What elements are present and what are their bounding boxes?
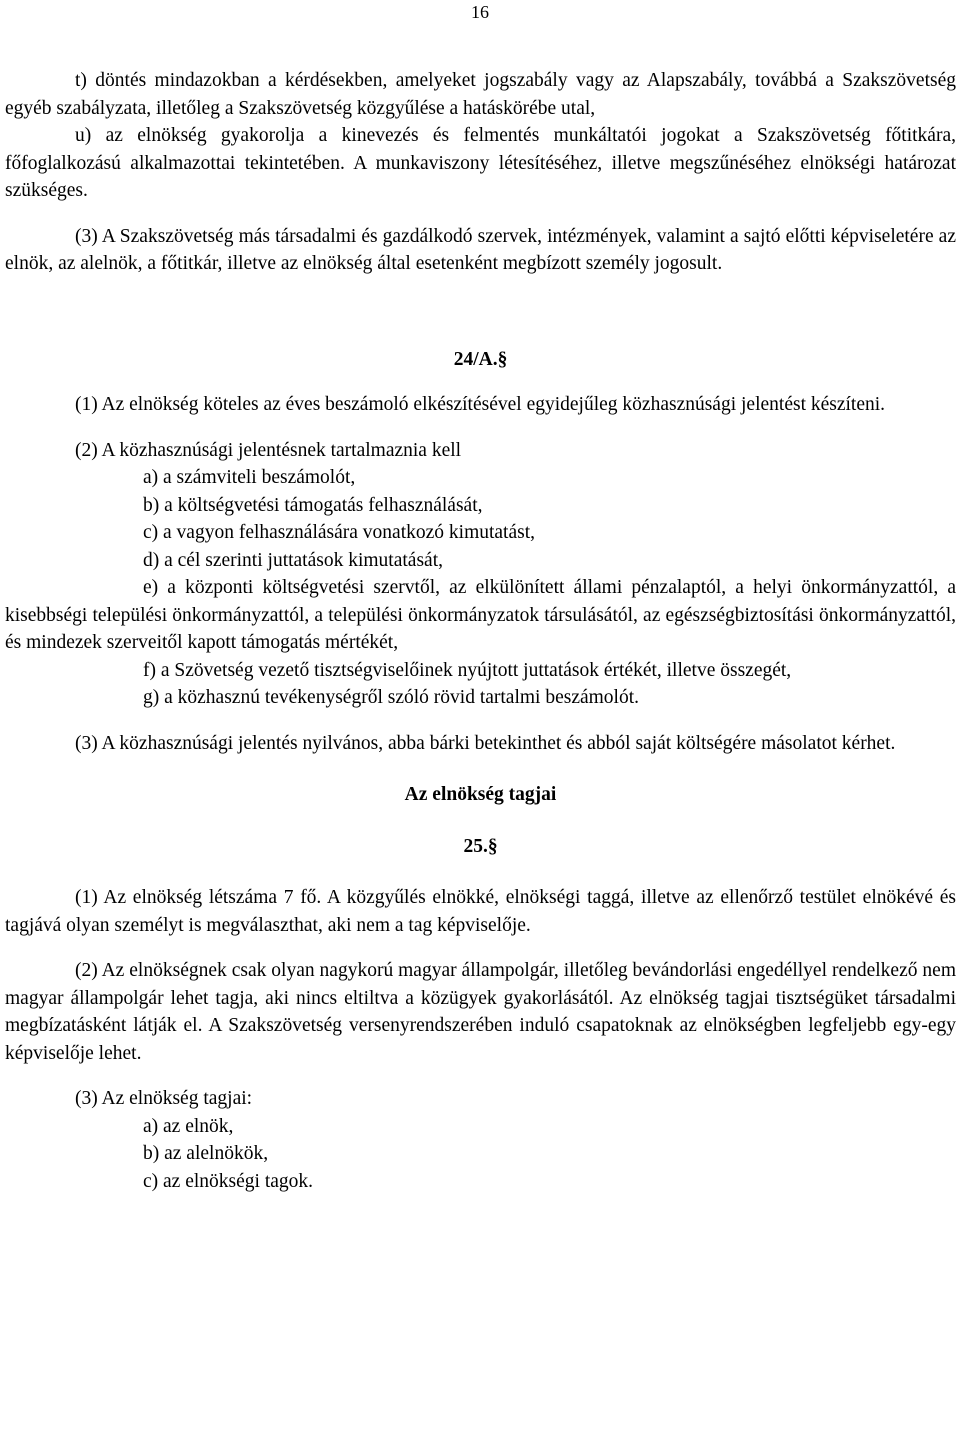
list-item-elnoksegi-tagok: c) az elnökségi tagok. bbox=[143, 1170, 314, 1192]
section-sign-icon: § bbox=[487, 835, 498, 857]
list-item-d: d) a cél szerinti juttatások kimutatását, bbox=[143, 549, 443, 571]
item-t: t) döntés mindazokban a kérdésekben, amelyeket jogszabály vagy az Alapszabály, továbbá a Szakszövetség egyéb szabályzata, illetőleg a Szakszövetség közgyűlése a hatáskörébe utal, bbox=[5, 70, 956, 119]
list-item-f: f) a Szövetség vezető tisztségviselőinek nyújtott juttatások értékét, illetve összegét, bbox=[143, 659, 792, 681]
section-24a-heading bbox=[5, 346, 956, 374]
section-25-number: 25. bbox=[463, 835, 488, 857]
list-item-b: b) a költségvetési támogatás felhasználását, bbox=[143, 494, 483, 516]
list-item-elnok: a) az elnök, bbox=[143, 1115, 234, 1137]
list-item-a: a) a számviteli beszámolót, bbox=[143, 467, 356, 488]
section-24a-number: 24/A. bbox=[453, 348, 498, 370]
paragraph-3: (3) A Szakszövetség más társadalmi és gazdálkodó szervek, intézmények, valamint a sajtó előtti képviseletére az elnök, az alelnök, a főtitkár, illetve az elnökség által esetenként megbízott személy jogosult. bbox=[5, 225, 956, 274]
list-item-e: e) a központi költségvetési szervtől, az elkülönített állami pénzalaptól, a helyi önkormányzattól, a kisebbségi települési önkormányzattól, a települési önkormányzatok társulásától, az egészségbiztosítási önkormányzattól, és mindezek szerveitől kapott támogatás mértékét, bbox=[5, 577, 956, 653]
section-24a-paragraph-2-intro: (2) A közhasznúsági jelentésnek tartalmaznia kell bbox=[75, 439, 462, 461]
section-24a-paragraph-1: (1) Az elnökség köteles az éves beszámoló elkészítésével egyidejűleg közhasznúsági jelentést készíteni. bbox=[75, 394, 886, 415]
item-u: u) az elnökség gyakorolja a kinevezés és felmentés munkáltatói jogokat a Szakszövetség főtitkára, főfoglalkozású alkalmazottai tekintetében. A munkaviszony létesítéséhez, illetve megszűnéséhez elnökségi határozat szükséges. bbox=[5, 125, 956, 201]
page-number: 16 bbox=[471, 2, 489, 22]
section-25-paragraph-2: (2) Az elnökségnek csak olyan nagykorú magyar állampolgár, illetőleg bevándorlási engedéllyel rendelkező nem magyar állampolgár lehet tagja, aki nincs eltiltva a közügyek gyakorlásától. Az elnökség tagjai tisztségüket társadalmi megbízatásként látják el. A Szakszövetség versenyrendszerében induló csapatoknak az elnökségben legfeljebb egy-egy képviselője lehet. bbox=[5, 960, 956, 1064]
document-body bbox=[5, 67, 956, 1195]
list-item-g: g) a közhasznú tevékenységről szóló rövid tartalmi beszámolót. bbox=[143, 687, 640, 708]
section-24a-paragraph-3: (3) A közhasznúsági jelentés nyilvános, abba bárki betekinthet és abból saját költségére másolatot kérhet. bbox=[75, 732, 896, 754]
section-25-heading bbox=[5, 833, 956, 861]
section-25-title: Az elnökség tagjai bbox=[404, 784, 557, 805]
list-item-c: c) a vagyon felhasználására vonatkozó kimutatást, bbox=[143, 522, 536, 543]
list-item-alelnokok: b) az alelnökök, bbox=[143, 1143, 269, 1164]
section-25-paragraph-1: (1) Az elnökség létszáma 7 fő. A közgyűlés elnökké, elnökségi taggá, illetve az ellenőrző testület elnökévé és tagjává olyan személyt is megválaszthat, aki nem a tag képviselője. bbox=[5, 887, 956, 936]
section-sign-icon: § bbox=[497, 348, 508, 370]
section-25-paragraph-3-intro: (3) Az elnökség tagjai: bbox=[75, 1088, 253, 1109]
